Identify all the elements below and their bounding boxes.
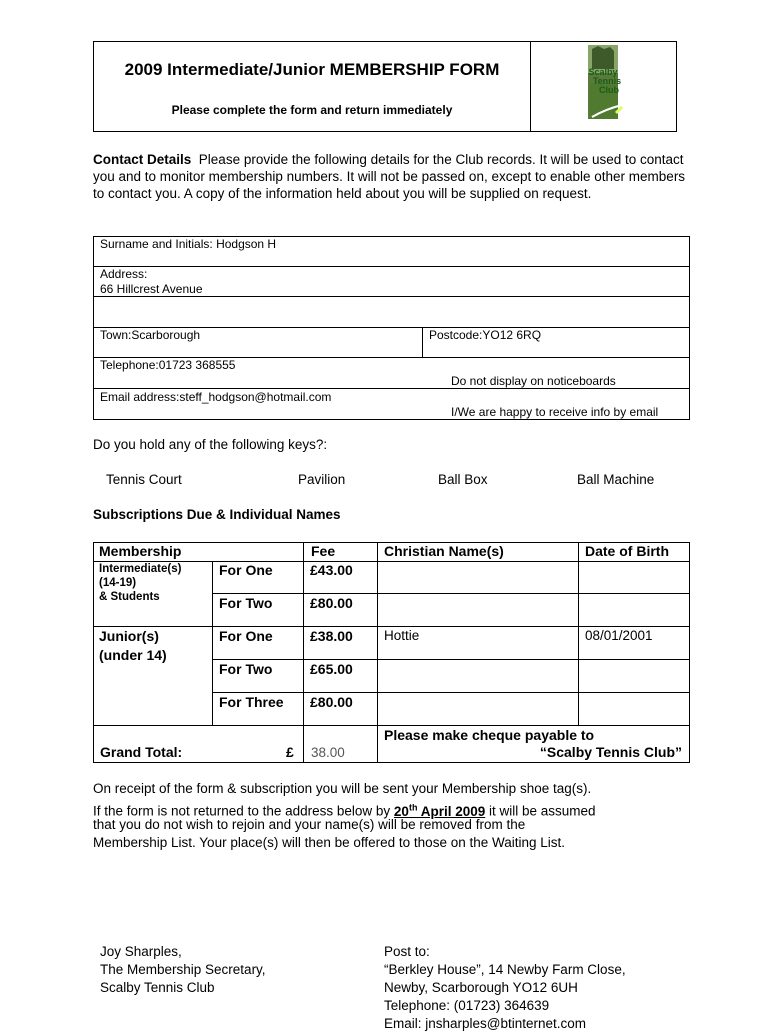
fee-cell: £43.00 xyxy=(310,562,353,578)
contact-table-rule xyxy=(93,266,690,267)
key-option-tennis-court[interactable]: Tennis Court xyxy=(106,472,182,487)
contact-details-heading: Contact Details xyxy=(93,152,192,167)
name-cell[interactable]: Hottie xyxy=(384,628,420,643)
sub-table-rule xyxy=(93,725,690,726)
grand-total-value[interactable]: 38.00 xyxy=(311,745,345,760)
receipt-line1: On receipt of the form & subscription you will be sent your Membership shoe tag(s). xyxy=(93,781,592,796)
col-christian-names: Christian Name(s) xyxy=(384,543,504,559)
contact-table-border xyxy=(93,419,690,420)
contact-table-border xyxy=(689,236,690,420)
contact-telephone: Telephone: (01723) 364639 xyxy=(384,998,550,1013)
logo-text-line2: Tennis xyxy=(592,76,622,86)
fee-cell: £65.00 xyxy=(310,661,353,677)
header-divider xyxy=(530,41,531,132)
option-cell: For Two xyxy=(219,595,273,611)
club-name: Scalby Tennis Club xyxy=(100,980,215,995)
dob-cell[interactable]: 08/01/2001 xyxy=(585,628,653,643)
cheque-instruction-line2: “Scalby Tennis Club” xyxy=(539,744,682,760)
secretary-title: The Membership Secretary, xyxy=(100,962,266,977)
col-fee: Fee xyxy=(311,543,336,559)
receipt-line4: Membership List. Your place(s) will then be offered to those on the Waiting List. xyxy=(93,835,566,850)
secretary-name: Joy Sharples, xyxy=(100,944,182,959)
sub-table-rule xyxy=(212,561,213,726)
address-label: Address: xyxy=(100,267,148,281)
junior-label-line1: Junior(s) xyxy=(99,628,159,644)
return-deadline-day: 20 xyxy=(393,803,409,819)
postcode-field[interactable]: Postcode:YO12 6RQ xyxy=(429,328,542,342)
telephone-field[interactable]: Telephone:01723 368555 xyxy=(100,358,236,372)
sub-table-rule xyxy=(303,542,304,763)
form-title: 2009 Intermediate/Junior MEMBERSHIP FORM xyxy=(124,60,500,79)
receipt-line2-pre: If the form is not returned to the address below by xyxy=(93,803,394,819)
option-cell: For One xyxy=(219,628,273,644)
fee-cell: £80.00 xyxy=(310,595,353,611)
fee-cell: £38.00 xyxy=(310,628,353,644)
contact-email[interactable]: Email: jnsharples@btinternet.com xyxy=(384,1016,587,1031)
sub-table-border xyxy=(93,542,94,763)
return-deadline-rest: April 2009 xyxy=(417,803,486,819)
form-subtitle: Please complete the form and return immediately xyxy=(171,103,453,117)
no-display-option[interactable]: Do not display on noticeboards xyxy=(451,374,616,388)
option-cell: For Three xyxy=(219,694,284,710)
receipt-line2-post: it will be assumed xyxy=(485,803,596,819)
option-cell: For Two xyxy=(219,661,273,677)
sub-table-rule xyxy=(93,626,690,627)
grand-total-currency: £ xyxy=(286,744,294,760)
logo-text-line3: Club xyxy=(599,85,619,95)
post-to-label: Post to: xyxy=(384,944,430,959)
town-field[interactable]: Town:Scarborough xyxy=(100,328,201,342)
logo-text-line1: Scalby xyxy=(588,67,618,77)
keys-question: Do you hold any of the following keys?: xyxy=(93,437,328,452)
sub-table-rule xyxy=(212,659,690,660)
sub-table-border xyxy=(689,542,690,763)
return-deadline-suffix: th xyxy=(408,802,418,812)
grand-total-label: Grand Total: xyxy=(100,744,183,760)
address-line1-field[interactable]: 66 Hillcrest Avenue xyxy=(100,282,203,296)
col-membership: Membership xyxy=(99,543,182,559)
key-option-ball-machine[interactable]: Ball Machine xyxy=(577,472,655,487)
contact-table-rule xyxy=(93,388,690,389)
sub-table-rule xyxy=(93,561,690,562)
key-option-ball-box[interactable]: Ball Box xyxy=(438,472,488,487)
postal-address-line2: Newby, Scarborough YO12 6UH xyxy=(384,980,578,995)
fee-cell: £80.00 xyxy=(310,694,353,710)
sub-table-rule xyxy=(212,692,690,693)
junior-label-line2: (under 14) xyxy=(99,647,167,663)
option-cell: For One xyxy=(219,562,273,578)
key-option-pavilion[interactable]: Pavilion xyxy=(298,472,346,487)
contact-intro-text: Please provide the following details for the Club records. It will be used to contact you and to monitor membership numbers. It will not be passed on, except to enable other members to contact you. A copy of the information held about you will be supplied on request. xyxy=(93,152,686,201)
sub-table-rule xyxy=(212,593,690,594)
postal-address-line1: “Berkley House”, 14 Newby Farm Close, xyxy=(384,962,626,977)
contact-table-rule xyxy=(422,327,423,358)
receipt-line3: that you do not wish to rejoin and your name(s) will be removed from the xyxy=(93,817,526,832)
subscriptions-heading: Subscriptions Due & Individual Names xyxy=(93,507,341,522)
intermediate-label-line1: Intermediate(s) xyxy=(99,563,182,575)
sub-table-rule xyxy=(377,542,378,763)
contact-intro xyxy=(93,151,693,202)
col-date-of-birth: Date of Birth xyxy=(585,543,669,559)
email-field[interactable]: Email address:steff_hodgson@hotmail.com xyxy=(100,390,332,404)
contact-table-rule xyxy=(93,296,690,297)
cheque-instruction-line1: Please make cheque payable to xyxy=(384,727,595,743)
info-email-option[interactable]: I/We are happy to receive info by email xyxy=(451,405,659,419)
club-logo xyxy=(566,43,640,121)
sub-table-border xyxy=(93,762,690,763)
intermediate-label-line2: (14-19) xyxy=(99,577,137,589)
contact-table-border xyxy=(93,236,94,420)
sub-table-rule xyxy=(578,542,579,726)
intermediate-label-line3: & Students xyxy=(99,591,160,603)
surname-field[interactable]: Surname and Initials: Hodgson H xyxy=(100,237,277,251)
